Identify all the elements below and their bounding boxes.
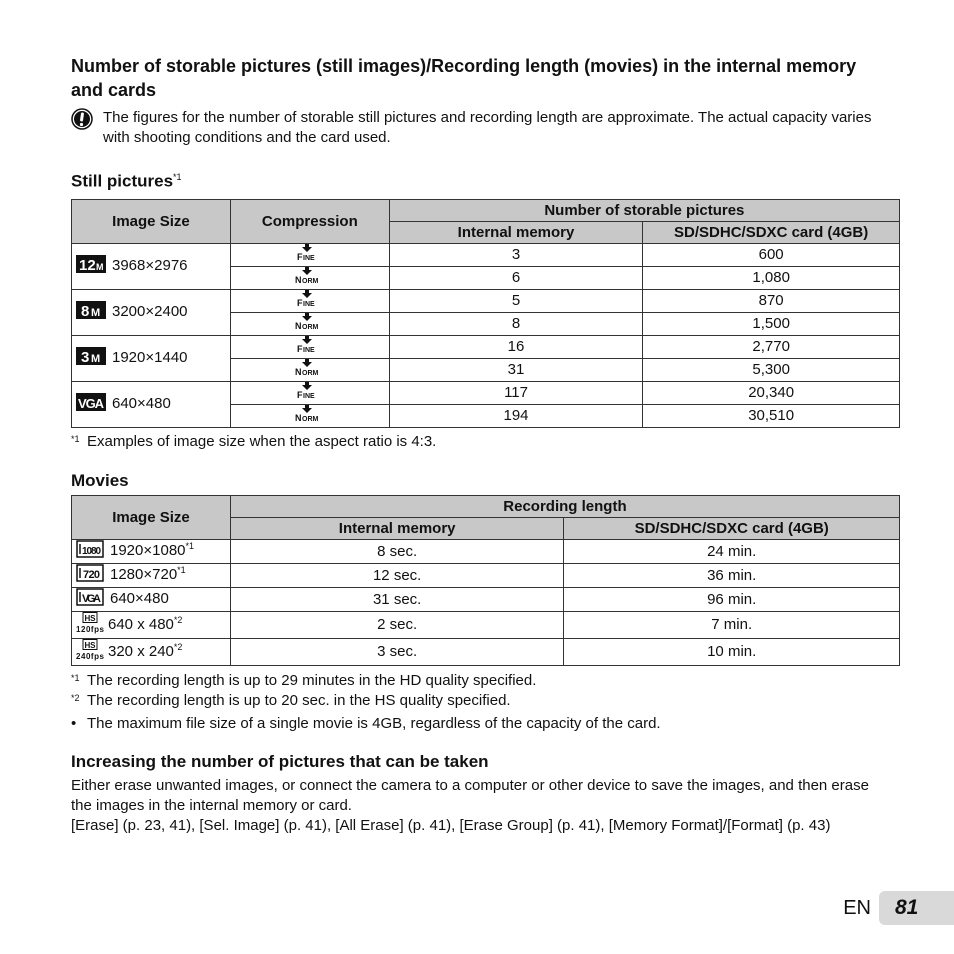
svg-text:M: M: [91, 353, 101, 366]
size-sup: *1: [185, 541, 195, 552]
movie-vga-icon: [76, 588, 104, 610]
svg-text:M: M: [96, 262, 104, 273]
bullet-text: The maximum file size of a single movie is 4GB, regardless of the capacity of the card.: [87, 714, 661, 732]
image-size-cell: [72, 638, 231, 665]
internal-value: 16: [389, 335, 643, 358]
size-sup: *2: [173, 641, 183, 652]
table-row: [72, 563, 900, 587]
image-size-value: 3968×2976: [112, 257, 188, 275]
header-card: SD/SDHC/SDXC card (4GB): [564, 517, 900, 539]
increase-references: [Erase] (p. 23, 41), [Sel. Image] (p. 41), [All Erase] (p. 41), [Erase Group] (p. 41), [Memory Format]/[Format] (p. 43): [71, 816, 831, 834]
still-heading-sup: *1: [173, 172, 182, 182]
header-compression: Compression: [230, 199, 389, 243]
header-image-size: Image Size: [72, 199, 231, 243]
card-value: 96 min.: [564, 587, 900, 611]
card-value: 600: [643, 243, 900, 266]
page-content: [71, 54, 900, 836]
card-value: 24 min.: [564, 539, 900, 563]
svg-text:720: 720: [83, 569, 100, 582]
compression-norm-cell: [230, 312, 389, 335]
language-label: EN: [843, 896, 871, 919]
card-value: 1,500: [643, 312, 900, 335]
svg-text:120fps: 120fps: [76, 624, 104, 634]
compression-fine-cell: [230, 381, 389, 404]
image-size-cell: [72, 243, 231, 289]
table-row: [72, 587, 900, 611]
svg-text:12: 12: [79, 257, 96, 274]
internal-value: 8 sec.: [230, 539, 563, 563]
footnote-text: The recording length is up to 20 sec. in the HS quality specified.: [87, 691, 511, 709]
caution-icon: [71, 108, 93, 130]
increase-heading: Increasing the number of pictures that can be taken: [71, 751, 489, 771]
table-row: [72, 638, 900, 665]
internal-value: 2 sec.: [230, 611, 563, 638]
svg-text:HS: HS: [84, 640, 96, 650]
image-size-value: 320 x 240: [108, 642, 174, 660]
footnote-mark: *1: [71, 433, 80, 444]
svg-text:M: M: [91, 307, 101, 320]
table-row: [72, 381, 900, 404]
internal-value: 3: [389, 243, 643, 266]
fine-icon: [297, 336, 323, 358]
movies-table: [71, 495, 900, 666]
bullet-mark: •: [71, 714, 77, 732]
still-footnote: [71, 432, 900, 452]
footnote-mark: *2: [71, 692, 80, 703]
norm-icon: [295, 359, 325, 381]
compression-fine-cell: [230, 289, 389, 312]
size-3m-icon: [76, 347, 106, 369]
svg-text:VGA: VGA: [82, 593, 101, 606]
card-value: 5,300: [643, 358, 900, 381]
card-value: 1,080: [643, 266, 900, 289]
movies-footnote-2: [71, 691, 900, 711]
svg-text:1080: 1080: [82, 546, 101, 558]
card-value: 870: [643, 289, 900, 312]
movie-1080-icon: [76, 540, 104, 562]
image-size-value: 1920×1080: [110, 542, 186, 560]
table-row: [72, 289, 900, 312]
table-row: [72, 335, 900, 358]
internal-value: 117: [389, 381, 643, 404]
page-footer: [843, 891, 954, 925]
compression-fine-cell: [230, 243, 389, 266]
table-row: [72, 243, 900, 266]
footnote-mark: *1: [71, 672, 80, 683]
fine-icon: [297, 290, 323, 312]
footnote-text: The recording length is up to 29 minutes in the HD quality specified.: [87, 671, 537, 689]
movies-bullet: [71, 714, 900, 734]
header-recording-length: Recording length: [230, 495, 899, 517]
compression-norm-cell: [230, 358, 389, 381]
image-size-cell: [72, 335, 231, 381]
page-title: Number of storable pictures (still images)/Recording length (movies) in the internal memory and cards: [71, 56, 857, 100]
image-size-value: 640×480: [110, 590, 169, 608]
size-vga-icon: [76, 393, 106, 415]
internal-value: 8: [389, 312, 643, 335]
image-size-value: 3200×2400: [112, 303, 188, 321]
svg-text:3: 3: [81, 349, 90, 366]
size-12m-icon: [76, 255, 106, 277]
header-internal-memory: Internal memory: [230, 517, 563, 539]
movies-footnote-1: [71, 671, 900, 691]
internal-value: 3 sec.: [230, 638, 563, 665]
image-size-cell: [72, 539, 231, 563]
card-value: 20,340: [643, 381, 900, 404]
still-pictures-heading: [71, 167, 900, 192]
still-heading-text: Still pictures: [71, 171, 174, 191]
table-row: [72, 539, 900, 563]
caution-note: [71, 108, 900, 148]
internal-value: 194: [389, 404, 643, 427]
internal-value: 6: [389, 266, 643, 289]
card-value: 36 min.: [564, 563, 900, 587]
svg-text:240fps: 240fps: [76, 651, 104, 661]
image-size-cell: [72, 611, 231, 638]
image-size-value: 1280×720: [110, 566, 178, 584]
norm-icon: [295, 267, 325, 289]
image-size-cell: [72, 289, 231, 335]
card-value: 7 min.: [564, 611, 900, 638]
still-pictures-table: [71, 199, 900, 428]
internal-value: 5: [389, 289, 643, 312]
svg-text:VGA: VGA: [78, 396, 104, 412]
internal-value: 31 sec.: [230, 587, 563, 611]
image-size-value: 1920×1440: [112, 349, 188, 367]
increase-paragraph: Either erase unwanted images, or connect the camera to a computer or other device to save the images, and then erase the images in the internal memory or card.: [71, 776, 869, 814]
hs-120fps-icon: [76, 612, 104, 638]
size-sup: *1: [177, 565, 186, 576]
card-value: 2,770: [643, 335, 900, 358]
norm-icon: [295, 313, 325, 335]
internal-value: 31: [389, 358, 643, 381]
movie-720-icon: [76, 564, 104, 586]
note-text: The figures for the number of storable still pictures and recording length are approximate. The actual capacity varies with shooting conditions and the card used.: [103, 109, 872, 146]
size-8m-icon: [76, 301, 106, 323]
image-size-value: 640 x 480: [108, 615, 174, 633]
image-size-cell: [72, 587, 231, 611]
table-row: [72, 611, 900, 638]
header-internal-memory: Internal memory: [389, 221, 643, 243]
image-size-cell: [72, 381, 231, 427]
svg-text:HS: HS: [84, 613, 96, 623]
footnote-text: Examples of image size when the aspect ratio is 4:3.: [87, 432, 437, 450]
image-size-value: 640×480: [112, 395, 171, 413]
page-number: 81: [879, 891, 954, 925]
fine-icon: [297, 244, 323, 266]
header-number-storable: Number of storable pictures: [389, 199, 899, 221]
header-image-size: Image Size: [72, 495, 231, 539]
card-value: 10 min.: [564, 638, 900, 665]
svg-text:8: 8: [81, 303, 90, 320]
internal-value: 12 sec.: [230, 563, 563, 587]
compression-fine-cell: [230, 335, 389, 358]
hs-240fps-icon: [76, 639, 104, 665]
norm-icon: [295, 405, 325, 427]
fine-icon: [297, 382, 323, 404]
movies-heading: Movies: [71, 470, 129, 490]
compression-norm-cell: [230, 404, 389, 427]
size-sup: *2: [173, 614, 183, 625]
compression-norm-cell: [230, 266, 389, 289]
header-card: SD/SDHC/SDXC card (4GB): [643, 221, 900, 243]
image-size-cell: [72, 563, 231, 587]
card-value: 30,510: [643, 404, 900, 427]
